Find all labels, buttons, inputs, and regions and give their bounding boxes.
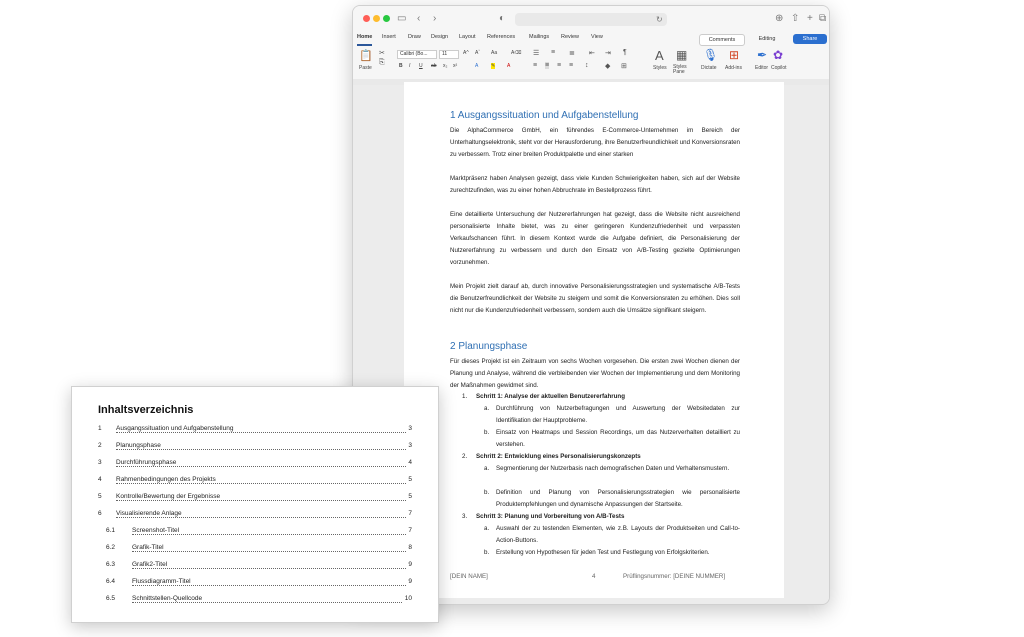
decrease-indent-icon[interactable]: ⇤ xyxy=(589,50,595,57)
editor-label: Editor xyxy=(755,65,769,71)
forward-arrow-icon[interactable]: › xyxy=(433,13,437,24)
substep-text: Definition und Planung von Personalisierungsstrategien wie personalisierte Produktempfehlungen und dynamische Anpassungen der Startseite. xyxy=(496,489,740,508)
editor-icon[interactable]: ✒ xyxy=(757,48,768,62)
toc-entry-label: Durchführungsphase xyxy=(116,459,177,466)
active-tab-indicator xyxy=(357,44,372,46)
paste-label: Paste xyxy=(359,65,372,71)
address-bar[interactable] xyxy=(515,13,667,26)
step-title: Schritt 2: Entwicklung eines Personalisierungskonzepts xyxy=(476,453,641,460)
toc-entry-page: 3 xyxy=(408,425,412,432)
new-tab-icon[interactable]: + xyxy=(807,13,813,24)
substep-letter: b. xyxy=(484,429,490,436)
toc-entry-label: Schnittstellen-Quellcode xyxy=(132,595,203,602)
font-size-select[interactable]: 11 xyxy=(439,50,459,59)
step-number: 3. xyxy=(462,513,468,520)
substep-text: Segmentierung der Nutzerbasis nach demografischen Daten und Verhaltensmustern. xyxy=(496,465,730,472)
footer-page-number: 4 xyxy=(592,573,596,580)
tab-insert[interactable]: Insert xyxy=(382,34,396,40)
toc-leader xyxy=(132,567,406,569)
footer-name: [DEIN NAME] xyxy=(450,573,488,580)
shield-icon: ◐ xyxy=(499,13,506,24)
align-right-icon[interactable]: ≡ xyxy=(557,62,562,69)
back-arrow-icon[interactable]: ‹ xyxy=(417,13,421,24)
tabs-overview-icon[interactable]: ⧉ xyxy=(819,13,827,24)
toc-entry-label: Rahmenbedingungen des Projekts xyxy=(116,476,216,483)
substep-letter: a. xyxy=(484,525,490,532)
paste-icon[interactable]: 📋 xyxy=(359,50,373,62)
toc-entry-number: 2 xyxy=(98,442,102,449)
title-bar xyxy=(353,6,829,32)
toc-entry[interactable] xyxy=(98,476,412,488)
close-window-icon[interactable] xyxy=(363,15,370,22)
microphone-icon[interactable]: 🎙 xyxy=(703,48,719,62)
justify-icon[interactable]: ≡ xyxy=(569,62,574,69)
step-number: 1. xyxy=(462,393,468,400)
toc-entry-number: 3 xyxy=(98,459,102,466)
align-left-icon[interactable]: ≡ xyxy=(533,62,538,69)
toc-entry-number: 6.5 xyxy=(106,595,116,602)
toc-entry-page: 10 xyxy=(404,595,412,602)
multilevel-list-icon[interactable]: ≣ xyxy=(569,50,575,57)
toc-entry[interactable] xyxy=(98,595,412,607)
toc-entry[interactable] xyxy=(98,561,412,573)
styles-label: Styles xyxy=(653,65,667,71)
bold-icon[interactable]: B xyxy=(399,63,403,69)
substep-text: Durchführung von Nutzerbefragungen und Auswertung der Websitedaten zur Identifikation der Hauptprobleme. xyxy=(496,405,740,424)
styles-icon[interactable]: A xyxy=(655,48,664,63)
substep-letter: b. xyxy=(484,549,490,556)
tab-references[interactable]: References xyxy=(487,34,516,40)
minimize-window-icon[interactable] xyxy=(373,15,380,22)
substep-letter: a. xyxy=(484,405,490,412)
styles-pane-label: Styles Pane xyxy=(673,64,687,75)
heading-1: 1 Ausgangssituation und Aufgabenstellung xyxy=(450,110,639,121)
step-title: Schritt 1: Analyse der aktuellen Benutzererfahrung xyxy=(476,393,625,400)
toc-entry-page: 5 xyxy=(408,476,412,483)
highlight-icon[interactable]: ✎ xyxy=(491,63,496,69)
strikethrough-icon[interactable]: ab xyxy=(431,63,437,69)
paragraph: Für dieses Projekt ist ein Zeitraum von sechs Wochen vorgesehen. Die ersten zwei Wochen dienen der Planung und Analyse, während die verbleibenden vier Wochen der Implementierung und dem Monitoring der Maßnahmen gewidmet sind. xyxy=(450,358,740,389)
paragraph: Mein Projekt zielt darauf ab, durch innovative Personalisierungsstrategien und systematische A/B-Tests die Benutzerfreundlichkeit der Website zu steigern und somit die Konversionsraten zu erhöhen. Dies soll nicht nur die Kundenzufriedenheit verbessern, sondern auch die Umsätze signifikant steigern. xyxy=(450,283,740,314)
toc-entry[interactable] xyxy=(98,544,412,556)
borders-icon[interactable]: ⊞ xyxy=(621,63,627,70)
dictate-label: Dictate xyxy=(701,65,717,71)
toc-entry-page: 9 xyxy=(408,578,412,585)
line-spacing-icon[interactable]: ↕ xyxy=(585,62,589,69)
tab-design[interactable]: Design xyxy=(431,34,449,40)
toc-entry-number: 6.1 xyxy=(106,527,116,534)
toc-entry[interactable] xyxy=(98,425,412,437)
subscript-icon[interactable]: x₂ xyxy=(443,63,448,69)
toc-entry-number: 5 xyxy=(98,493,102,500)
ribbon-tabs xyxy=(353,32,829,47)
toc-entry[interactable] xyxy=(98,510,412,522)
paragraph: Eine detaillierte Untersuchung der Nutzererfahrungen hat gezeigt, dass die Website nicht ausreichend personalisierte Inhalte bietet, was zu einer geringeren Kundenzufriedenheit und verpassten Verkaufschancen führt. In diesem Kontext wurde die Aufgabe definiert, die Personalisierung der Nutzererfahrung zu verbessern und durch den Einsatz von A/B-Testing gezielte Optimierungen vorzunehmen. xyxy=(450,211,740,266)
toc-entry[interactable] xyxy=(98,442,412,454)
toc-entry[interactable] xyxy=(98,493,412,505)
share-icon[interactable]: ⇧ xyxy=(791,13,800,24)
text-effects-icon[interactable]: A xyxy=(475,63,479,69)
editing-mode-button[interactable]: Editing xyxy=(758,36,776,42)
numbering-icon[interactable]: ≡ xyxy=(551,49,556,56)
underline-icon[interactable]: U xyxy=(419,63,423,69)
substep-text: Auswahl der zu testenden Elementen, wie z.B. Layouts der Produktseiten und Call-to-Action-Buttons. xyxy=(496,525,740,544)
tab-layout[interactable]: Layout xyxy=(459,34,476,40)
copilot-icon[interactable]: ✿ xyxy=(773,48,784,62)
toc-entry-label: Planungsphase xyxy=(116,442,161,449)
step-title: Schritt 3: Planung und Vorbereitung von A/B-Tests xyxy=(476,513,625,520)
change-case-icon[interactable]: Aa xyxy=(491,50,498,56)
toc-entry-number: 4 xyxy=(98,476,102,483)
addins-label: Add-ins xyxy=(725,65,742,71)
addins-icon[interactable]: ⊞ xyxy=(729,48,740,62)
toc-entry-page: 8 xyxy=(408,544,412,551)
substep-letter: a. xyxy=(484,465,490,472)
grow-font-icon[interactable]: A^ xyxy=(463,50,469,56)
cut-icon[interactable]: ✂ xyxy=(379,50,385,57)
shading-icon[interactable]: ◆ xyxy=(605,63,611,70)
download-icon[interactable]: ⊕ xyxy=(775,13,784,24)
toc-entry[interactable] xyxy=(98,578,412,590)
toc-entry-number: 1 xyxy=(98,425,102,432)
toc-leader xyxy=(132,550,406,552)
italic-icon[interactable]: I xyxy=(409,63,411,69)
document-page[interactable] xyxy=(404,82,784,598)
tab-view[interactable]: View xyxy=(591,34,603,40)
font-name-select[interactable]: Calibri (Bo... xyxy=(397,50,437,59)
toc-entry-number: 6.3 xyxy=(106,561,116,568)
toc-entry-number: 6 xyxy=(98,510,102,517)
pilcrow-icon[interactable]: ¶ xyxy=(623,49,627,56)
align-center-icon[interactable]: ≡ xyxy=(545,62,550,69)
bullets-icon[interactable]: ☰ xyxy=(533,50,540,57)
copy-icon[interactable]: ⎘ xyxy=(379,59,385,66)
toc-entry-label: Screenshot-Titel xyxy=(132,527,180,534)
toc-title: Inhaltsverzeichnis xyxy=(98,404,194,416)
zoom-window-icon[interactable] xyxy=(383,15,390,22)
sidebar-toggle-icon[interactable]: ▭ xyxy=(397,13,407,24)
toc-entry-label: Grafik-Titel xyxy=(132,544,164,551)
substep-text: Einsatz von Heatmaps und Session Recordings, um das Nutzerverhalten detailliert zu verstehen. xyxy=(496,429,740,448)
toc-entry-page: 5 xyxy=(408,493,412,500)
toc-entry-page: 7 xyxy=(408,527,412,534)
copilot-label: Copilot xyxy=(771,65,787,71)
toc-entry-page: 7 xyxy=(408,510,412,517)
comments-button[interactable]: Comments xyxy=(699,34,745,46)
tab-draw[interactable]: Draw xyxy=(408,34,421,40)
ribbon-home xyxy=(353,47,829,80)
step-number: 2. xyxy=(462,453,468,460)
toc-entry-number: 6.4 xyxy=(106,578,116,585)
footer-exam-number: Prüflingsnummer: [DEINE NUMMER] xyxy=(623,573,726,580)
toc-entry-label: Visualisierende Anlage xyxy=(116,510,182,517)
increase-indent-icon[interactable]: ⇥ xyxy=(605,50,611,57)
toc-entry[interactable] xyxy=(98,527,412,539)
substep-letter: b. xyxy=(484,489,490,496)
toc-entry-label: Kontrolle/Bewertung der Ergebnisse xyxy=(116,493,221,500)
toc-entry-number: 6.2 xyxy=(106,544,116,551)
substep-text: Erstellung von Hypothesen für jeden Test und Festlegung von Erfolgskriterien. xyxy=(496,549,710,556)
tab-home[interactable]: Home xyxy=(357,34,373,40)
toc-entry-label: Grafik2-Titel xyxy=(132,561,168,568)
share-button[interactable]: Share xyxy=(793,34,827,44)
paragraph: Marktpräsenz haben Analysen gezeigt, dass viele Kunden Schwierigkeiten haben, sich auf der Website zurechtzufinden, was zu einer hohen Abbruchrate im Bestellprozess führt. xyxy=(450,175,740,194)
toc-entry-page: 4 xyxy=(408,459,412,466)
shrink-font-icon[interactable]: Aˇ xyxy=(475,50,480,56)
clear-format-icon[interactable]: A⌫ xyxy=(511,50,522,56)
toc-entry-label: Ausgangssituation und Aufgabenstellung xyxy=(116,425,234,432)
tab-mailings[interactable]: Mailings xyxy=(529,34,550,40)
heading-2: 2 Planungsphase xyxy=(450,341,528,352)
toc-entry-label: Flussdiagramm-Titel xyxy=(132,578,191,585)
paragraph: Die AlphaCommerce GmbH, ein führendes E-Commerce-Unternehmen im Bereich der Unterhaltungselektronik, steht vor der Herausforderung, ihre Benutzerfreundlichkeit und Konversionsraten zu verbessern. Trotz einer breiten Produktpalette und einer starken xyxy=(450,127,740,158)
table-of-contents-card xyxy=(71,386,439,623)
reload-icon[interactable]: ↻ xyxy=(656,15,663,24)
tab-review[interactable]: Review xyxy=(561,34,580,40)
toc-entry-page: 3 xyxy=(408,442,412,449)
toc-entry-page: 9 xyxy=(408,561,412,568)
superscript-icon[interactable]: x² xyxy=(453,63,458,69)
toc-entry[interactable] xyxy=(98,459,412,471)
styles-pane-icon[interactable]: ▦ xyxy=(676,48,688,62)
font-color-icon[interactable]: A xyxy=(507,63,511,69)
